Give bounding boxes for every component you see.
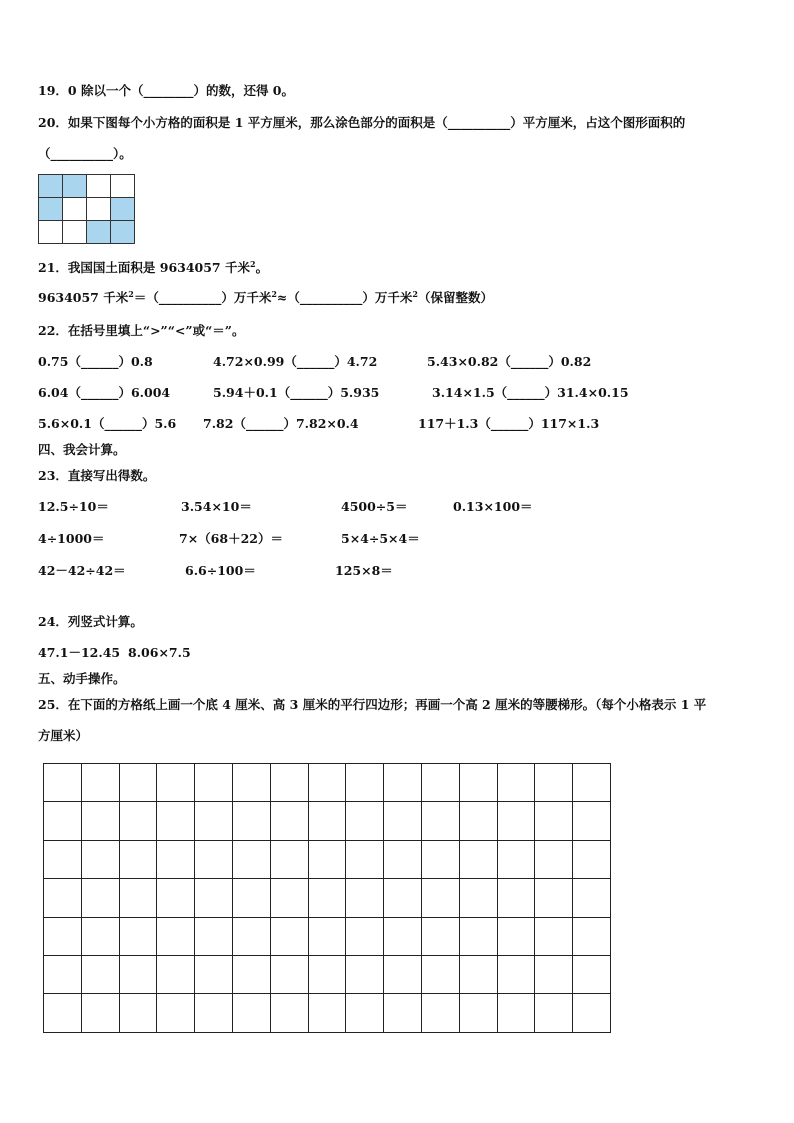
- grid-paper-cell[interactable]: [82, 879, 120, 917]
- grid-paper-cell[interactable]: [271, 764, 309, 802]
- grid-paper-cell[interactable]: [271, 994, 309, 1032]
- grid-paper-cell[interactable]: [535, 918, 573, 956]
- grid-cell-shaded: [111, 221, 135, 244]
- grid-paper-cell[interactable]: [346, 956, 384, 994]
- grid-paper-cell[interactable]: [422, 802, 460, 840]
- grid-paper-cell[interactable]: [44, 802, 82, 840]
- grid-paper-cell[interactable]: [157, 879, 195, 917]
- grid-cell: [39, 221, 63, 244]
- calc-item: 0.13×100＝: [453, 499, 533, 514]
- compare-item: 117＋1.3（______）117×1.3: [418, 416, 600, 431]
- grid-paper-cell[interactable]: [573, 879, 611, 917]
- grid-paper-cell[interactable]: [535, 956, 573, 994]
- grid-paper-cell[interactable]: [309, 879, 347, 917]
- calc-item: 42－42÷42＝: [38, 563, 126, 578]
- grid-paper[interactable]: [43, 763, 611, 1033]
- grid-paper-cell[interactable]: [422, 918, 460, 956]
- grid-cell-shaded: [87, 221, 111, 244]
- compare-item: 4.72×0.99（______）4.72: [213, 354, 378, 369]
- grid-paper-cell[interactable]: [271, 802, 309, 840]
- grid-paper-cell[interactable]: [233, 802, 271, 840]
- calc-item: 12.5÷10＝: [38, 499, 109, 514]
- grid-paper-cell[interactable]: [233, 841, 271, 879]
- grid-paper-cell[interactable]: [535, 994, 573, 1032]
- grid-paper-cell[interactable]: [120, 956, 158, 994]
- grid-paper-cell[interactable]: [535, 802, 573, 840]
- calc-item: 6.6÷100＝: [185, 563, 256, 578]
- grid-paper-cell[interactable]: [422, 956, 460, 994]
- grid-paper-cell[interactable]: [346, 879, 384, 917]
- calc-item: 4÷1000＝: [38, 531, 105, 546]
- grid-paper-cell[interactable]: [460, 841, 498, 879]
- grid-paper-cell[interactable]: [309, 802, 347, 840]
- compare-item: 0.75（______）0.8: [38, 354, 153, 369]
- grid-paper-cell[interactable]: [195, 841, 233, 879]
- grid-paper-cell[interactable]: [44, 918, 82, 956]
- grid-paper-cell[interactable]: [384, 994, 422, 1032]
- q21-c: ≈（__________）万千米: [276, 290, 413, 305]
- shaded-grid-figure: [38, 174, 135, 244]
- calc-item: 5×4÷5×4＝: [341, 531, 420, 546]
- grid-cell: [111, 175, 135, 198]
- grid-paper-cell[interactable]: [309, 841, 347, 879]
- grid-paper-cell[interactable]: [233, 918, 271, 956]
- grid-paper-cell[interactable]: [422, 994, 460, 1032]
- section-4-title: 四、我会计算。: [38, 442, 126, 457]
- question-23-title: 23．直接写出得数。: [38, 468, 156, 483]
- grid-paper-cell[interactable]: [309, 956, 347, 994]
- grid-paper-cell[interactable]: [195, 994, 233, 1032]
- superscript-2: 2: [128, 288, 134, 299]
- grid-paper-cell[interactable]: [384, 918, 422, 956]
- question-21-line1: [38, 258, 269, 275]
- grid-paper-cell[interactable]: [460, 918, 498, 956]
- q21-text: 21．我国国土面积是 9634057 千米: [38, 260, 250, 275]
- grid-paper-cell[interactable]: [120, 879, 158, 917]
- q21-d: （保留整数）: [417, 290, 493, 305]
- calc-item: 4500÷5＝: [341, 499, 408, 514]
- grid-paper-cell[interactable]: [120, 841, 158, 879]
- grid-cell: [87, 175, 111, 198]
- grid-paper-cell[interactable]: [44, 956, 82, 994]
- grid-paper-cell[interactable]: [384, 802, 422, 840]
- grid-paper-cell[interactable]: [309, 918, 347, 956]
- grid-cell-shaded: [111, 198, 135, 221]
- grid-paper-cell[interactable]: [384, 764, 422, 802]
- grid-paper-cell[interactable]: [384, 956, 422, 994]
- grid-paper-cell[interactable]: [195, 879, 233, 917]
- grid-paper-cell[interactable]: [498, 764, 536, 802]
- q21-b: ＝（__________）万千米: [133, 290, 272, 305]
- grid-paper-cell[interactable]: [384, 841, 422, 879]
- compare-item: 6.04（______）6.004: [38, 385, 171, 400]
- grid-paper-cell[interactable]: [195, 918, 233, 956]
- question-21-line2: [38, 288, 493, 305]
- grid-paper-cell[interactable]: [573, 918, 611, 956]
- vertical-calc-item: 47.1－12.45: [38, 645, 121, 660]
- grid-paper-cell[interactable]: [44, 764, 82, 802]
- question-22-title: 22．在括号里填上“>”“<”或“＝”。: [38, 323, 245, 338]
- grid-paper-cell[interactable]: [460, 802, 498, 840]
- grid-paper-cell[interactable]: [535, 841, 573, 879]
- grid-cell: [63, 221, 87, 244]
- grid-paper-cell[interactable]: [422, 841, 460, 879]
- grid-cell-shaded: [63, 175, 87, 198]
- grid-paper-cell[interactable]: [271, 918, 309, 956]
- grid-paper-cell[interactable]: [82, 956, 120, 994]
- grid-paper-cell[interactable]: [82, 918, 120, 956]
- grid-paper-cell[interactable]: [460, 879, 498, 917]
- grid-paper-cell[interactable]: [498, 956, 536, 994]
- calc-item: 3.54×10＝: [181, 499, 252, 514]
- grid-paper-cell[interactable]: [573, 956, 611, 994]
- grid-paper-cell[interactable]: [422, 764, 460, 802]
- grid-paper-cell[interactable]: [233, 879, 271, 917]
- grid-paper-cell[interactable]: [120, 994, 158, 1032]
- grid-cell-shaded: [39, 198, 63, 221]
- vertical-calc-item: 8.06×7.5: [128, 645, 191, 660]
- grid-paper-cell[interactable]: [82, 841, 120, 879]
- grid-paper-cell[interactable]: [233, 956, 271, 994]
- compare-item: 5.6×0.1（______）5.6: [38, 416, 177, 431]
- q21-period: 。: [255, 260, 269, 275]
- grid-paper-cell[interactable]: [120, 802, 158, 840]
- grid-paper-cell[interactable]: [535, 879, 573, 917]
- grid-paper-cell[interactable]: [422, 879, 460, 917]
- superscript-2: 2: [412, 288, 418, 299]
- grid-paper-cell[interactable]: [498, 841, 536, 879]
- grid-paper-cell[interactable]: [233, 994, 271, 1032]
- grid-paper-cell[interactable]: [82, 764, 120, 802]
- superscript-2: 2: [249, 258, 256, 269]
- question-25-line1: 25．在下面的方格纸上画一个底 4 厘米、高 3 厘米的平行四边形；再画一个高 2 厘米的等腰梯形。（每个小格表示 1 平: [38, 697, 707, 712]
- section-5-title: 五、动手操作。: [38, 671, 126, 686]
- compare-item: 5.43×0.82（______）0.82: [427, 354, 592, 369]
- grid-paper-cell[interactable]: [498, 802, 536, 840]
- grid-paper-cell[interactable]: [82, 994, 120, 1032]
- grid-paper-cell[interactable]: [233, 764, 271, 802]
- grid-cell: [63, 198, 87, 221]
- calc-item: 125×8＝: [335, 563, 393, 578]
- grid-paper-cell[interactable]: [309, 994, 347, 1032]
- compare-item: 3.14×1.5（______）31.4×0.15: [432, 385, 629, 400]
- grid-paper-cell[interactable]: [535, 764, 573, 802]
- grid-cell-shaded: [39, 175, 63, 198]
- grid-paper-cell[interactable]: [195, 764, 233, 802]
- grid-paper-cell[interactable]: [498, 918, 536, 956]
- grid-paper-cell[interactable]: [384, 879, 422, 917]
- grid-paper-cell[interactable]: [309, 764, 347, 802]
- grid-paper-cell[interactable]: [346, 918, 384, 956]
- grid-paper-cell[interactable]: [44, 994, 82, 1032]
- grid-paper-cell[interactable]: [460, 956, 498, 994]
- grid-paper-cell[interactable]: [460, 764, 498, 802]
- question-19: 19．0 除以一个（________）的数，还得 0。: [38, 83, 294, 98]
- grid-paper-cell[interactable]: [195, 956, 233, 994]
- superscript-2: 2: [271, 288, 277, 299]
- grid-paper-cell[interactable]: [157, 841, 195, 879]
- grid-paper-cell[interactable]: [346, 764, 384, 802]
- grid-paper-cell[interactable]: [573, 802, 611, 840]
- compare-item: 5.94＋0.1（______）5.935: [213, 385, 380, 400]
- grid-paper-cell[interactable]: [157, 956, 195, 994]
- grid-paper-cell[interactable]: [157, 918, 195, 956]
- grid-paper-cell[interactable]: [460, 994, 498, 1032]
- grid-paper-cell[interactable]: [346, 841, 384, 879]
- grid-paper-cell[interactable]: [346, 994, 384, 1032]
- grid-paper-cell[interactable]: [157, 764, 195, 802]
- compare-item: 7.82（______）7.82×0.4: [203, 416, 359, 431]
- grid-paper-cell[interactable]: [498, 879, 536, 917]
- grid-paper-cell[interactable]: [498, 994, 536, 1032]
- grid-paper-cell[interactable]: [44, 841, 82, 879]
- grid-paper-cell[interactable]: [120, 764, 158, 802]
- question-20-line1: 20．如果下图每个小方格的面积是 1 平方厘米，那么涂色部分的面积是（__________）平方厘米，占这个图形面积的: [38, 115, 686, 130]
- q21-a: 9634057 千米: [38, 290, 129, 305]
- grid-paper-cell[interactable]: [157, 994, 195, 1032]
- grid-paper-cell[interactable]: [271, 841, 309, 879]
- grid-paper-cell[interactable]: [271, 879, 309, 917]
- grid-paper-cell[interactable]: [573, 764, 611, 802]
- question-25-line2: 方厘米）: [38, 728, 89, 743]
- grid-paper-cell[interactable]: [120, 918, 158, 956]
- grid-paper-cell[interactable]: [271, 956, 309, 994]
- grid-paper-cell[interactable]: [44, 879, 82, 917]
- grid-paper-cell[interactable]: [157, 802, 195, 840]
- grid-paper-cell[interactable]: [573, 841, 611, 879]
- grid-paper-cell[interactable]: [573, 994, 611, 1032]
- question-20-line2: （__________）。: [38, 146, 132, 161]
- grid-paper-cell[interactable]: [82, 802, 120, 840]
- calc-item: 7×（68＋22）＝: [179, 531, 283, 546]
- question-24-title: 24．列竖式计算。: [38, 614, 143, 629]
- grid-cell: [87, 198, 111, 221]
- grid-paper-cell[interactable]: [195, 802, 233, 840]
- grid-paper-cell[interactable]: [346, 802, 384, 840]
